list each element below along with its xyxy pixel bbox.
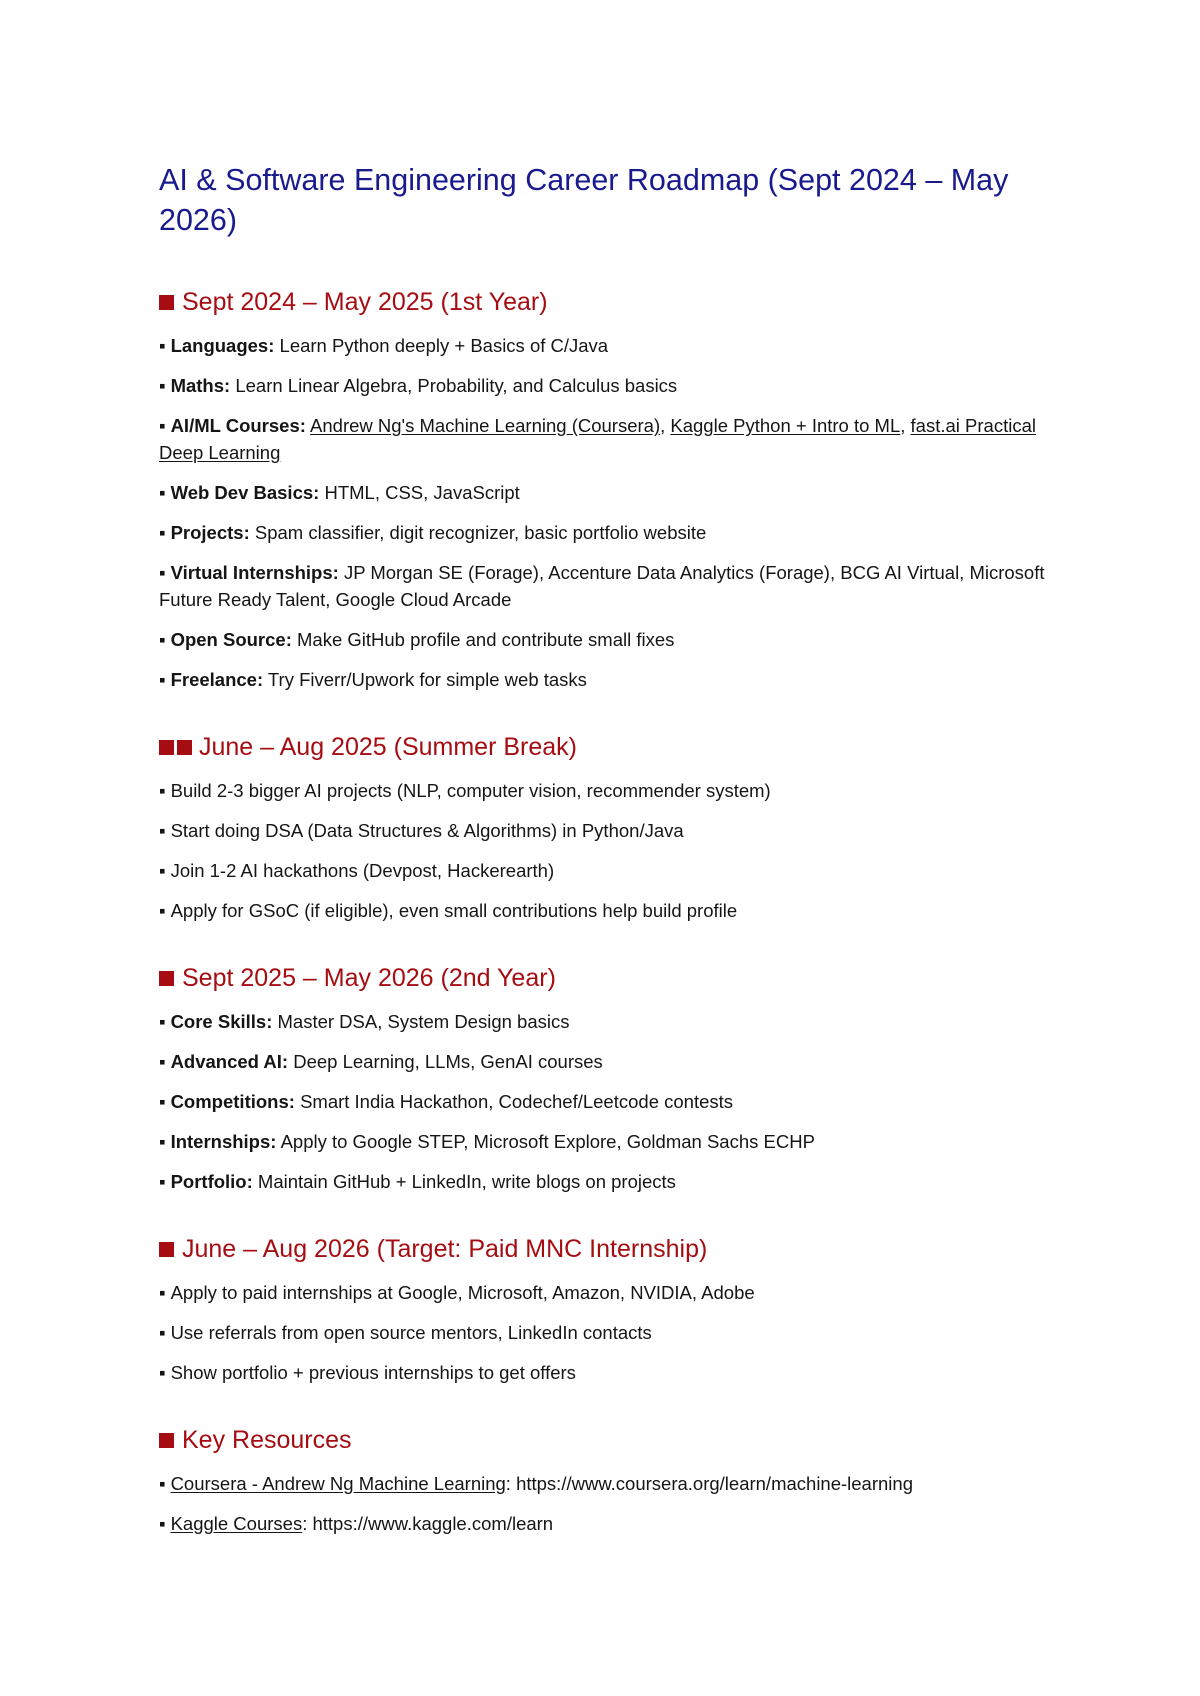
bullet-icon: ▪ xyxy=(159,335,166,356)
bullet-icon: ▪ xyxy=(159,820,166,841)
section-first-year xyxy=(159,286,1059,693)
double-square-icon xyxy=(159,740,192,755)
square-bullet-icon xyxy=(159,1433,174,1448)
list-item xyxy=(159,1359,1059,1386)
list-item-open-source xyxy=(159,626,1059,653)
section-heading: Sept 2025 – May 2026 (2nd Year) xyxy=(159,962,1059,994)
list-item-freelance xyxy=(159,666,1059,693)
list-item-maths xyxy=(159,372,1059,399)
separator: , xyxy=(900,415,911,436)
list-item-web-dev xyxy=(159,479,1059,506)
bullet-icon: ▪ xyxy=(159,375,166,396)
bullet-icon: ▪ xyxy=(159,1322,166,1343)
section-key-resources xyxy=(159,1424,1059,1537)
document-title: AI & Software Engineering Career Roadmap (Sept 2024 – May 2026) xyxy=(159,163,1009,237)
item-label: Core Skills: xyxy=(170,1011,273,1032)
item-label: Virtual Internships: xyxy=(170,562,339,583)
item-text: Try Fiverr/Upwork for simple web tasks xyxy=(267,669,587,690)
list-item-advanced-ai xyxy=(159,1048,1059,1075)
bullet-icon: ▪ xyxy=(159,522,166,543)
item-text: HTML, CSS, JavaScript xyxy=(324,482,520,503)
square-bullet-icon xyxy=(159,295,174,310)
list-item-languages xyxy=(159,332,1059,359)
item-label: Open Source: xyxy=(170,629,292,650)
item-label: Languages: xyxy=(170,335,275,356)
list-item xyxy=(159,1279,1059,1306)
bullet-icon: ▪ xyxy=(159,1051,166,1072)
item-text: Deep Learning, LLMs, GenAI courses xyxy=(293,1051,603,1072)
list-item-virtual-internships xyxy=(159,559,1059,613)
item-text: Apply to Google STEP, Microsoft Explore, Goldman Sachs ECHP xyxy=(280,1131,815,1152)
item-label: Web Dev Basics: xyxy=(170,482,320,503)
link-coursera-andrew-ng[interactable]: Coursera - Andrew Ng Machine Learning xyxy=(170,1473,506,1494)
list-item-internships xyxy=(159,1128,1059,1155)
list-item xyxy=(159,857,1059,884)
item-text: : https://www.coursera.org/learn/machine-learning xyxy=(505,1473,913,1494)
item-text: Maintain GitHub + LinkedIn, write blogs on projects xyxy=(257,1171,676,1192)
list-item-aiml-courses xyxy=(159,412,1059,466)
bullet-icon: ▪ xyxy=(159,1091,166,1112)
item-text: Start doing DSA (Data Structures & Algorithms) in Python/Java xyxy=(170,820,684,841)
list-item-coursera-resource xyxy=(159,1470,1059,1497)
bullet-icon: ▪ xyxy=(159,562,166,583)
item-label: Internships: xyxy=(170,1131,277,1152)
item-label: Portfolio: xyxy=(170,1171,253,1192)
bullet-icon: ▪ xyxy=(159,1282,166,1303)
section-second-year xyxy=(159,962,1059,1195)
item-text: Join 1-2 AI hackathons (Devpost, Hackerearth) xyxy=(170,860,555,881)
link-kaggle-courses[interactable]: Kaggle Courses xyxy=(170,1513,303,1534)
link-fastai[interactable]: fast.ai Practical Deep Learning xyxy=(159,415,1036,463)
section-summer-2026 xyxy=(159,1233,1059,1386)
document-content xyxy=(159,160,1059,1550)
section-heading: June – Aug 2026 (Target: Paid MNC Internship) xyxy=(159,1233,1059,1265)
item-label: Freelance: xyxy=(170,669,264,690)
bullet-icon: ▪ xyxy=(159,860,166,881)
item-text: Master DSA, System Design basics xyxy=(277,1011,570,1032)
square-bullet-icon xyxy=(159,971,174,986)
bullet-icon: ▪ xyxy=(159,1473,166,1494)
bullet-icon: ▪ xyxy=(159,669,166,690)
bullet-icon: ▪ xyxy=(159,1171,166,1192)
item-label: Competitions: xyxy=(170,1091,295,1112)
bullet-icon: ▪ xyxy=(159,482,166,503)
list-item-portfolio xyxy=(159,1168,1059,1195)
list-item xyxy=(159,897,1059,924)
bullet-icon: ▪ xyxy=(159,1131,166,1152)
link-andrew-ng-ml[interactable]: Andrew Ng's Machine Learning (Coursera) xyxy=(310,415,661,436)
item-text: Make GitHub profile and contribute small fixes xyxy=(297,629,675,650)
item-text: Smart India Hackathon, Codechef/Leetcode contests xyxy=(300,1091,734,1112)
link-kaggle-python-ml[interactable]: Kaggle Python + Intro to ML xyxy=(670,415,901,436)
item-text: Build 2-3 bigger AI projects (NLP, computer vision, recommender system) xyxy=(170,780,771,801)
bullet-icon: ▪ xyxy=(159,1011,166,1032)
item-text: Apply for GSoC (if eligible), even small contributions help build profile xyxy=(170,900,738,921)
list-item xyxy=(159,1319,1059,1346)
bullet-icon: ▪ xyxy=(159,900,166,921)
section-summer-2025 xyxy=(159,731,1059,924)
section-heading: Sept 2024 – May 2025 (1st Year) xyxy=(159,286,1059,318)
bullet-icon: ▪ xyxy=(159,415,166,436)
item-text: : https://www.kaggle.com/learn xyxy=(302,1513,554,1534)
list-item-core-skills xyxy=(159,1008,1059,1035)
list-item-competitions xyxy=(159,1088,1059,1115)
separator: , xyxy=(660,415,671,436)
item-label: AI/ML Courses: xyxy=(170,415,306,436)
item-text: Apply to paid internships at Google, Microsoft, Amazon, NVIDIA, Adobe xyxy=(170,1282,755,1303)
list-item xyxy=(159,777,1059,804)
item-text: Learn Linear Algebra, Probability, and Calculus basics xyxy=(235,375,678,396)
section-heading: June – Aug 2025 (Summer Break) xyxy=(159,731,1059,763)
bullet-icon: ▪ xyxy=(159,1362,166,1383)
item-label: Maths: xyxy=(170,375,231,396)
bullet-icon: ▪ xyxy=(159,1513,166,1534)
item-label: Projects: xyxy=(170,522,250,543)
square-bullet-icon xyxy=(159,1242,174,1257)
list-item-projects xyxy=(159,519,1059,546)
item-text: Learn Python deeply + Basics of C/Java xyxy=(279,335,609,356)
item-text: JP Morgan SE (Forage), Accenture Data Analytics (Forage), BCG AI Virtual, Microsoft Future Ready Talent, Google Cloud Arcade xyxy=(159,562,1045,610)
list-item xyxy=(159,817,1059,844)
item-text: Show portfolio + previous internships to get offers xyxy=(170,1362,576,1383)
list-item-kaggle-resource xyxy=(159,1510,1059,1537)
item-label: Advanced AI: xyxy=(170,1051,289,1072)
section-heading: Key Resources xyxy=(159,1424,1059,1456)
item-text: Spam classifier, digit recognizer, basic portfolio website xyxy=(254,522,707,543)
item-text: Use referrals from open source mentors, LinkedIn contacts xyxy=(170,1322,652,1343)
bullet-icon: ▪ xyxy=(159,629,166,650)
bullet-icon: ▪ xyxy=(159,780,166,801)
